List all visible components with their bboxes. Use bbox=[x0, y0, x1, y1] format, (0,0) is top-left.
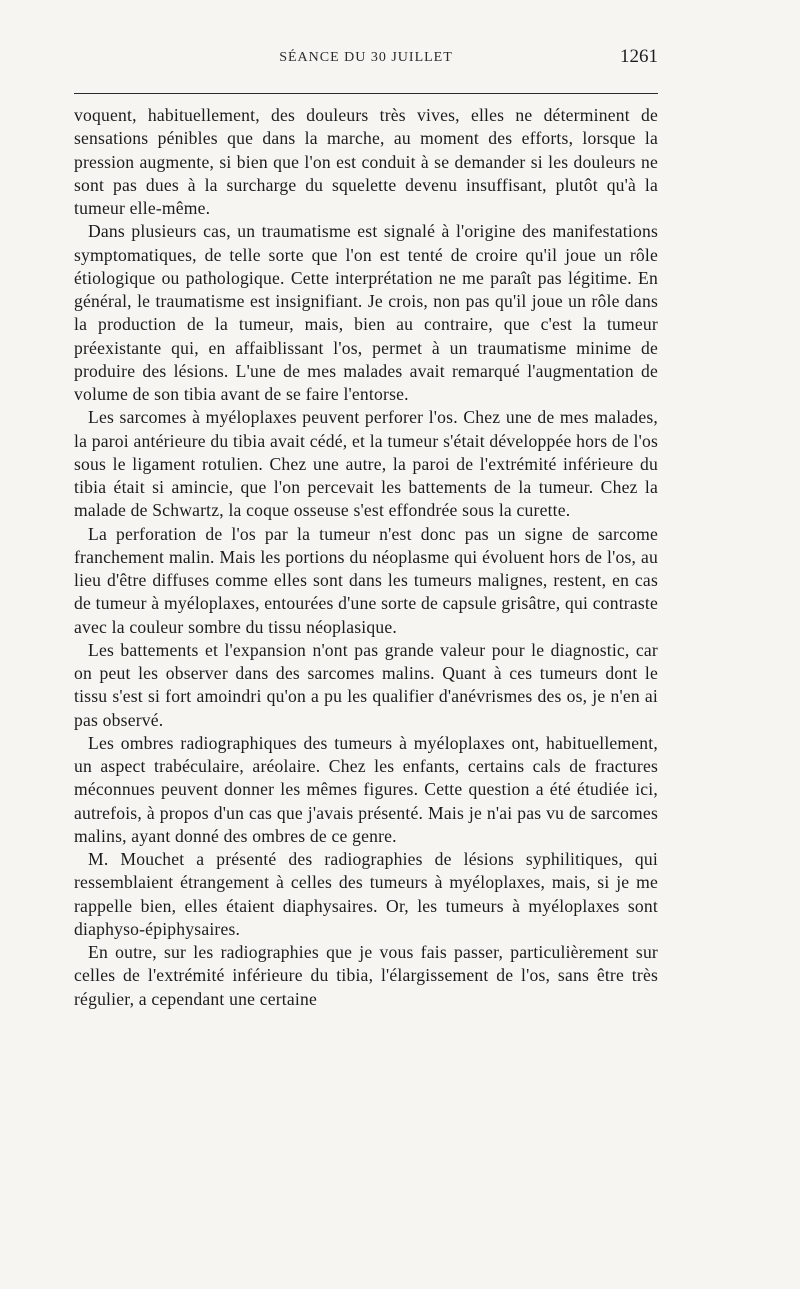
paragraph: Les sarcomes à myéloplaxes peuvent perforer l'os. Chez une de mes malades, la paroi antérieure du tibia avait cédé, et la tumeur s'était développée hors de l'os sous le ligament rotulien. Chez une autre, la paroi de l'extrémité inférieure du tibia était si amincie, que l'on percevait les battements de la tumeur. Chez la malade de Schwartz, la coque osseuse s'est effondrée sous la curette. bbox=[74, 407, 658, 521]
paragraph: En outre, sur les radiographies que je vous fais passer, particulièrement sur celles de l'extrémité inférieure du tibia, l'élargissement de l'os, sans être très régulier, a cependant une certaine bbox=[74, 942, 658, 1009]
body-text bbox=[74, 104, 658, 1011]
page-header bbox=[74, 46, 658, 76]
page-number: 1261 bbox=[620, 46, 658, 67]
paragraph: M. Mouchet a présenté des radiographies de lésions syphilitiques, qui ressemblaient étrangement à celles des tumeurs à myéloplaxes, mais, si je me rappelle bien, elles étaient diaphysaires. Or, les tumeurs à myéloplaxes sont diaphyso-épiphysaires. bbox=[74, 849, 658, 939]
paragraph: Les ombres radiographiques des tumeurs à myéloplaxes ont, habituellement, un aspect trabéculaire, aréolaire. Chez les enfants, certains cals de fractures méconnues peuvent donner les mêmes figures. Cette question a été étudiée ici, autrefois, à propos d'un cas que j'avais présenté. Mais je n'ai pas vu de sarcomes malins, ayant donné des ombres de ce genre. bbox=[74, 732, 658, 846]
paragraph: Les battements et l'expansion n'ont pas grande valeur pour le diagnostic, car on peut les observer dans des sarcomes malins. Quant à ces tumeurs dont le tissu s'est si fort amoindri qu'on a pu les qualifier d'anévrismes des os, je n'en ai pas observé. bbox=[74, 639, 658, 730]
running-head: SÉANCE DU 30 JUILLET bbox=[279, 50, 453, 65]
paragraph: La perforation de l'os par la tumeur n'est donc pas un signe de sarcome franchement malin. Mais les portions du néoplasme qui évoluent hors de l'os, au lieu d'être diffuses comme elles sont dans les tumeurs malignes, restent, en cas de tumeur à myéloplaxes, entourées d'une sorte de capsule grisâtre, qui contraste avec la couleur sombre du tissu néoplasique. bbox=[74, 523, 658, 637]
paragraph: Dans plusieurs cas, un traumatisme est signalé à l'origine des manifestations symptomatiques, de telle sorte que l'on est tenté de croire qu'il joue un rôle étiologique ou pathologique. Cette interprétation ne me paraît pas légitime. En général, le traumatisme est insignifiant. Je crois, non pas qu'il joue un rôle dans la production de la tumeur, mais, bien au contraire, que c'est la tumeur préexistante qui, en affaiblissant l'os, permet à un traumatisme minime de produire des lésions. L'une de mes malades avait remarqué l'augmentation de volume de son tibia avant de se faire l'entorse. bbox=[74, 221, 658, 404]
header-rule bbox=[74, 93, 658, 94]
paragraph: voquent, habituellement, des douleurs très vives, elles ne déterminent de sensations pénibles que dans la marche, au moment des efforts, lorsque la pression augmente, si bien que l'on est conduit à se demander si les douleurs ne sont pas dues à la surcharge du squelette devenu insuffisant, plutôt qu'à la tumeur elle-même. bbox=[74, 105, 658, 218]
